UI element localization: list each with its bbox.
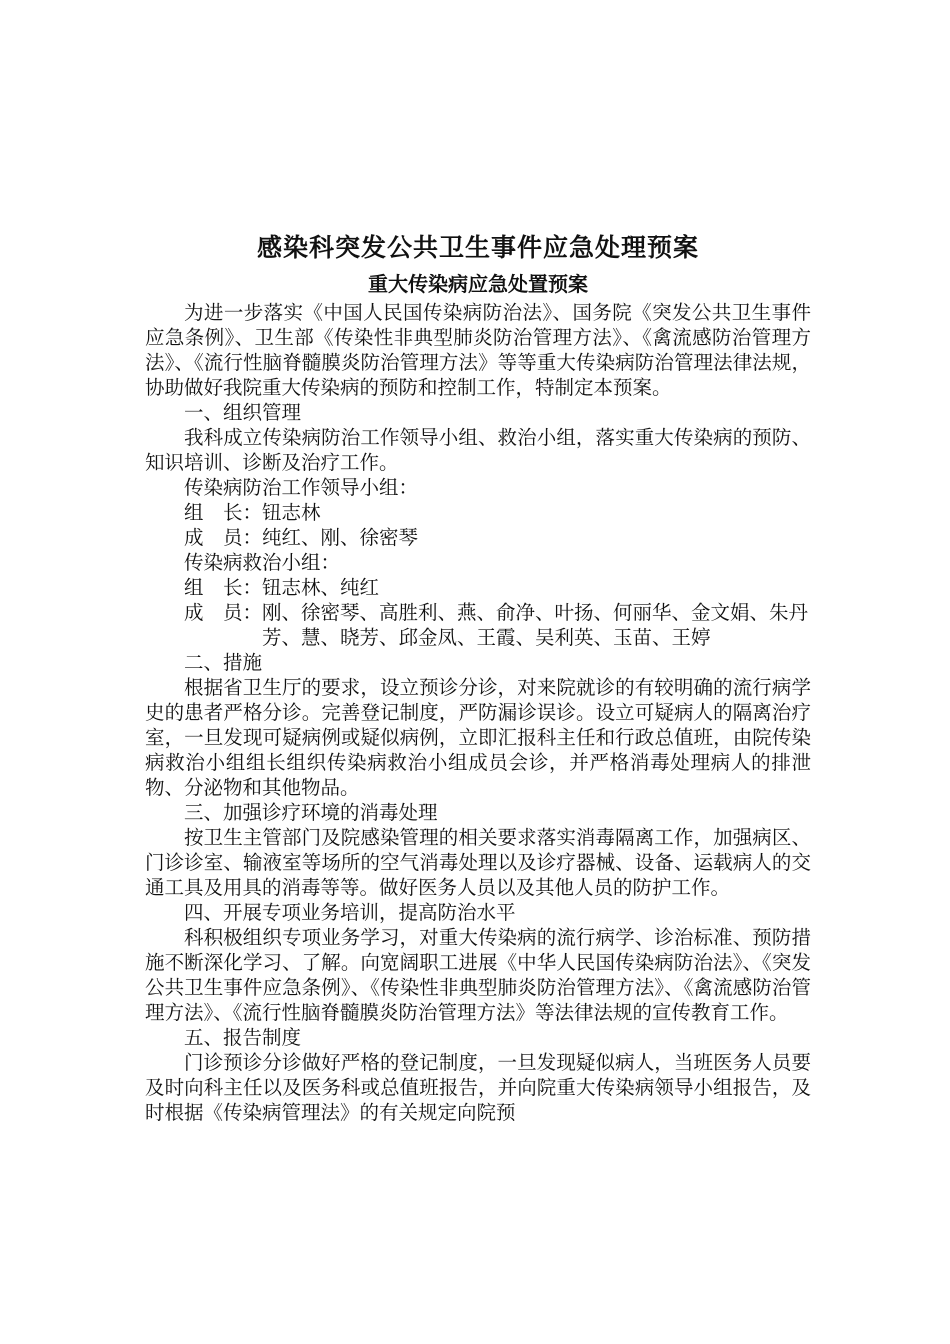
training-paragraph: 科积极组织专项业务学习，对重大传染病的流行病学、诊治标准、预防措施不断深化学习、了解。向宽阔职工进展《中华人民国传染病防治法》、《突发公共卫生事件应急条例》、《传染性非典型肺炎防治管理方法》、《禽流感防治管理方法》、《流行性脑脊髓膜炎防治管理方法》等法律法规的宣传教育工作。: [145, 926, 811, 1024]
treatment-group-head-label: 组 长：: [184, 576, 263, 599]
section-heading-measures: 二、措施: [184, 651, 263, 674]
treatment-group-members-row: [145, 600, 811, 650]
measures-paragraph: 根据省卫生厅的要求，设立预诊分诊，对来院就诊的有较明确的流行病学史的患者严格分诊。完善登记制度，严防漏诊误诊。设立可疑病人的隔离治疗室，一旦发现可疑病例或疑似病例，立即汇报科主任和行政总值班，由院传染病救治小组组长组织传染病救治小组成员会诊，并严格消毒处理病人的排泄物、分泌物和其他物品。: [145, 676, 811, 799]
leader-group-members: 纯红、刚、徐密琴: [262, 526, 419, 549]
treatment-group-title: 传染病救治小组：: [184, 551, 341, 574]
section-heading-reporting: 五、报告制度: [184, 1026, 302, 1049]
document-subtitle: 重大传染病应急处置预案: [368, 272, 588, 296]
intro-paragraph: 为进一步落实《中国人民国传染病防治法》、国务院《突发公共卫生事件应急条例》、卫生部《传染性非典型肺炎防治管理方法》、《禽流感防治管理方法》、《流行性脑脊髓膜炎防治管理方法》等等重大传染病防治管理法律法规，协助做好我院重大传染病的预防和控制工作，特制定本预案。: [145, 301, 811, 399]
section-heading-organization: 一、组织管理: [184, 401, 302, 424]
leader-group-head: 钮志林: [262, 501, 321, 524]
document-title: 感染科突发公共卫生事件应急处理预案: [256, 233, 699, 262]
document-page: [145, 228, 811, 1125]
treatment-group-members-label: 成 员：: [184, 601, 263, 624]
section-heading-training: 四、开展专项业务培训，提高防治水平: [184, 901, 516, 924]
leader-group-members-label: 成 员：: [184, 526, 263, 549]
treatment-group-head: 钮志林、纯红: [262, 576, 380, 599]
treatment-group-members: 刚、徐密琴、高胜利、燕、俞净、叶扬、何丽华、金文娟、朱丹芳、慧、晓芳、邱金凤、王霞、吴利英、玉苗、王婷: [262, 601, 809, 649]
leader-group-members-row: [145, 525, 811, 550]
leader-group-head-label: 组 长：: [184, 501, 263, 524]
treatment-group-head-row: [145, 575, 811, 600]
leader-group-title: 传染病防治工作领导小组：: [184, 476, 419, 499]
section-heading-disinfection: 三、加强诊疗环境的消毒处理: [184, 801, 438, 824]
organization-paragraph: 我科成立传染病防治工作领导小组、救治小组，落实重大传染病的预防、知识培训、诊断及治疗工作。: [145, 426, 811, 474]
disinfection-paragraph: 按卫生主管部门及院感染管理的相关要求落实消毒隔离工作，加强病区、门诊诊室、输液室等场所的空气消毒处理以及诊疗器械、设备、运载病人的交通工具及用具的消毒等等。做好医务人员以及其他人员的防护工作。: [145, 826, 811, 899]
leader-group-head-row: [145, 500, 811, 525]
reporting-paragraph: 门诊预诊分诊做好严格的登记制度，一旦发现疑似病人，当班医务人员要及时向科主任以及医务科或总值班报告，并向院重大传染病领导小组报告，及时根据《传染病管理法》的有关规定向院预: [145, 1051, 811, 1124]
